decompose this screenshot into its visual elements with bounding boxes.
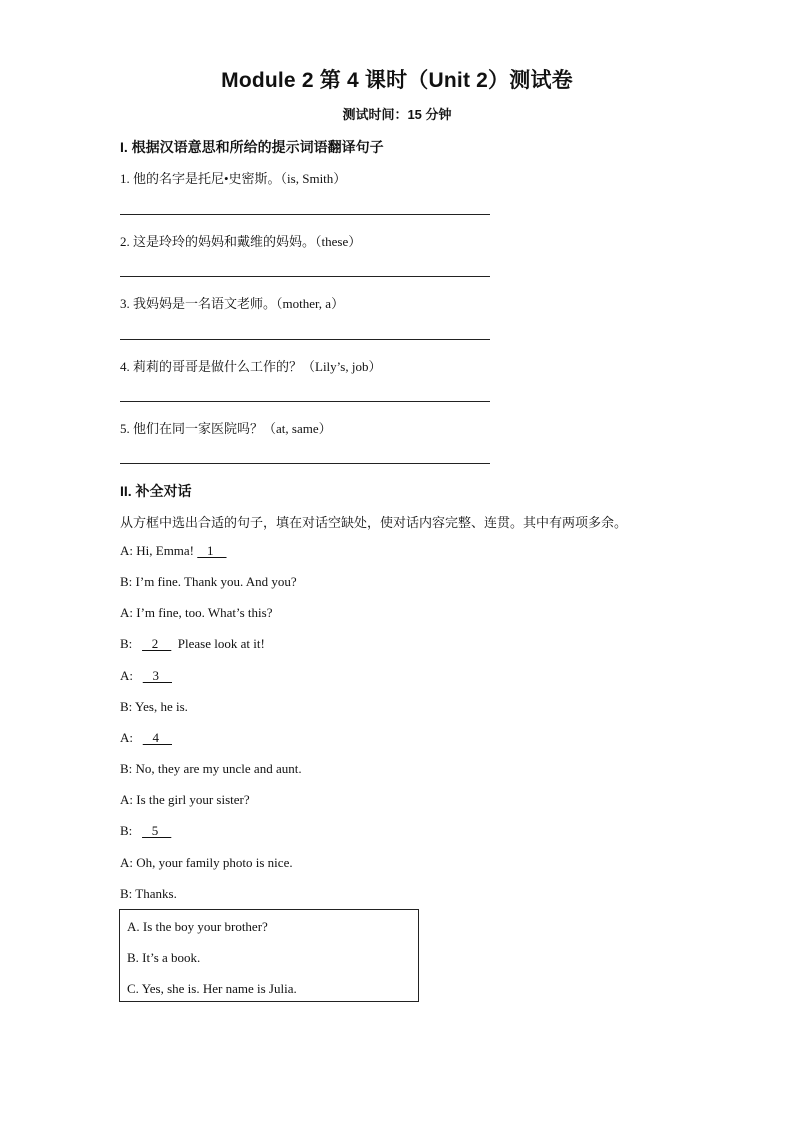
option-b: B. It’s a book.	[127, 950, 201, 965]
translation-item-2: 2. 这是玲玲的妈妈和戴维的妈妈。（these）	[120, 234, 362, 249]
translation-item-4: 4. 莉莉的哥哥是做什么工作的？（Lily’s, job）	[120, 359, 382, 374]
dialogue-line-1	[120, 543, 227, 559]
dialogue-text: A: Oh, your family photo is nice.	[120, 855, 293, 870]
dialogue-text: A:	[120, 730, 143, 745]
dialogue-line-5	[120, 668, 172, 684]
translation-item-3: 3. 我妈妈是一名语文老师。（mother, a）	[120, 296, 345, 311]
answer-line-3	[120, 339, 490, 340]
dialogue-line-11	[120, 855, 293, 871]
dialogue-line-3	[120, 605, 272, 621]
dialogue-text: B: I’m fine. Thank you. And you?	[120, 574, 297, 589]
dialogue-text: A: I’m fine, too. What’s this?	[120, 605, 273, 620]
section-2-instruction: 从方框中选出合适的句子，填在对话空缺处，使对话内容完整、连贯。其中有两项多余。	[120, 515, 628, 530]
answer-line-1	[120, 214, 490, 215]
dialogue-line-9	[120, 792, 250, 808]
answer-blank-3[interactable]: 3	[142, 668, 172, 683]
page-title: Module 2 第 4 课时（Unit 2）测试卷	[221, 69, 573, 92]
dialogue-text: A: Hi, Emma!	[120, 543, 198, 558]
dialogue-line-2	[120, 574, 297, 590]
dialogue-line-7	[120, 730, 172, 746]
option-c: C. Yes, she is. Her name is Julia.	[127, 981, 297, 996]
answer-line-2	[120, 276, 490, 277]
test-time: 测试时间：15 分钟	[342, 107, 452, 122]
dialogue-text: B:	[120, 636, 143, 651]
answer-line-4	[120, 401, 490, 402]
dialogue-text: A: Is the girl your sister?	[120, 792, 250, 807]
answer-blank-5[interactable]: 5	[142, 823, 172, 838]
section-1-heading: I. 根据汉语意思和所给的提示词语翻译句子	[120, 139, 384, 155]
dialogue-line-10	[120, 823, 171, 839]
dialogue-text: B: Thanks.	[120, 886, 177, 901]
translation-item-1: 1. 他的名字是托尼•史密斯。（is, Smith）	[120, 171, 347, 186]
option-a: A. Is the boy your brother?	[127, 919, 268, 934]
dialogue-text: A:	[120, 668, 143, 683]
dialogue-line-12	[120, 886, 177, 902]
translation-item-5: 5. 他们在同一家医院吗？（at, same）	[120, 421, 332, 436]
dialogue-line-6	[120, 699, 188, 715]
dialogue-text: Please look at it!	[171, 636, 265, 651]
answer-line-5	[120, 463, 490, 464]
answer-blank-2[interactable]: 2	[142, 636, 172, 651]
answer-blank-4[interactable]: 4	[142, 730, 172, 745]
section-2-heading: II. 补全对话	[120, 483, 192, 499]
dialogue-text: B: Yes, he is.	[120, 699, 188, 714]
dialogue-line-8	[120, 761, 302, 777]
options-box	[119, 909, 419, 1002]
dialogue-text: B: No, they are my uncle and aunt.	[120, 761, 302, 776]
answer-blank-1[interactable]: 1	[197, 543, 227, 558]
dialogue-line-4	[120, 636, 265, 652]
dialogue-text: B:	[120, 823, 143, 838]
